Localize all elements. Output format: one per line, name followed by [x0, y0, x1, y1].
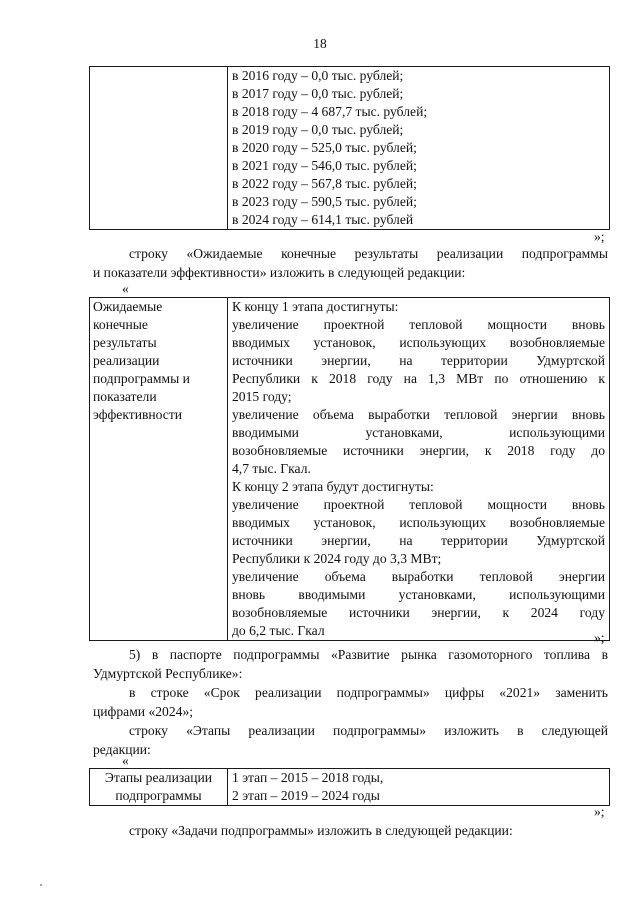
stages-content-cell	[228, 769, 610, 806]
content-line: увеличение проектной тепловой мощности вновь	[232, 497, 605, 512]
scan-speck	[40, 884, 42, 886]
paragraph-line: 5) в паспорте подпрограммы «Развитие рынка газомоторного топлива в	[129, 647, 608, 662]
funding-line: в 2020 году – 525,0 тыс. рублей;	[232, 140, 417, 155]
paragraph-gas-motor-fuel	[93, 646, 608, 683]
paragraph-tasks	[93, 822, 608, 841]
content-line: 1 этап – 2015 – 2018 годы,	[232, 770, 384, 785]
label-line: конечные	[93, 317, 148, 332]
content-line: 4,7 тыс. Гкал.	[232, 461, 311, 476]
funding-table-values	[228, 67, 610, 230]
content-line: увеличение проектной тепловой мощности вновь	[232, 317, 605, 332]
content-line: возобновляемые источники энергии, к 2018 году до	[232, 443, 605, 458]
content-line: возобновляемые источники энергии, к 2024 году	[232, 605, 605, 620]
expected-results-content-cell	[228, 298, 610, 641]
content-line: источники энергии, на территории Удмуртской	[232, 353, 605, 368]
funding-table	[89, 66, 610, 230]
label-line: Ожидаемые	[93, 299, 163, 314]
page-number: 18	[313, 36, 327, 51]
paragraph-line: строку «Задачи подпрограммы» изложить в следующей редакции:	[129, 823, 513, 838]
content-line: вводимыми установками, использующими	[232, 425, 605, 440]
table3-close-quote: »;	[594, 804, 605, 819]
funding-line: в 2024 году – 614,1 тыс. рублей	[232, 212, 414, 227]
funding-line: в 2023 году – 590,5 тыс. рублей;	[232, 194, 417, 209]
paragraph-line: цифрами «2024»;	[93, 703, 194, 719]
label-line: Этапы реализации	[104, 770, 213, 785]
label-line: подпрограммы и	[93, 371, 190, 386]
paragraph-line: Удмуртской Республике»:	[93, 665, 243, 681]
content-line: вводимых установок, использующих возобновляемые	[232, 515, 605, 530]
label-line: подпрограммы	[115, 788, 202, 803]
funding-line: в 2017 году – 0,0 тыс. рублей;	[232, 86, 404, 101]
table2-open-quote: «	[122, 281, 129, 296]
paragraph-line: редакции:	[93, 741, 151, 757]
content-line: Республики к 2024 году до 3,3 МВт;	[232, 551, 442, 566]
stages-table	[89, 768, 610, 806]
paragraph-line: строку «Ожидаемые конечные результаты реализации подпрограммы	[129, 246, 608, 261]
label-line: показатели	[93, 389, 157, 404]
label-line: реализации	[93, 353, 160, 368]
content-line: К концу 2 этапа будут достигнуты:	[232, 479, 434, 494]
paragraph-line: в строке «Срок реализации подпрограммы» цифры «2021» заменить	[129, 685, 608, 700]
content-line: вновь вводимыми установками, использующими	[232, 587, 605, 602]
content-line: 2015 году;	[232, 389, 292, 404]
funding-line: в 2022 году – 567,8 тыс. рублей;	[232, 176, 417, 191]
content-line: вводимых установок, использующих возобновляемые	[232, 335, 605, 350]
paragraph-line: строку «Этапы реализации подпрограммы» изложить в следующей	[129, 723, 608, 738]
content-line: до 6,2 тыс. Гкал	[232, 623, 325, 638]
table3-open-quote: «	[122, 753, 129, 768]
content-line: увеличение объема выработки тепловой энергии вновь	[232, 407, 605, 422]
paragraph-expected-results	[93, 245, 608, 282]
funding-line: в 2019 году – 0,0 тыс. рублей;	[232, 122, 404, 137]
label-line: эффективности	[93, 407, 183, 422]
table1-close-quote: »;	[594, 229, 605, 244]
label-line: результаты	[93, 335, 157, 350]
expected-results-label-cell	[90, 298, 228, 641]
paragraph-term	[93, 684, 608, 721]
content-line: источники энергии, на территории Удмуртской	[232, 533, 605, 548]
content-line: К концу 1 этапа достигнуты:	[232, 299, 399, 314]
paragraph-stages	[93, 722, 608, 759]
stages-label-cell	[90, 769, 228, 806]
content-line: увеличение объема выработки тепловой энергии	[232, 569, 605, 584]
funding-table-left-cell	[90, 67, 228, 230]
content-line: Республики к 2018 году на 1,3 МВт по отношению к	[232, 371, 605, 386]
content-line: 2 этап – 2019 – 2024 годы	[232, 788, 380, 803]
funding-line: в 2021 году – 546,0 тыс. рублей;	[232, 158, 417, 173]
funding-line: в 2018 году – 4 687,7 тыс. рублей;	[232, 104, 428, 119]
table2-close-quote: »;	[594, 630, 605, 645]
paragraph-line: и показатели эффективности» изложить в следующей редакции:	[93, 264, 466, 280]
expected-results-table	[89, 297, 610, 641]
funding-line: в 2016 году – 0,0 тыс. рублей;	[232, 68, 404, 83]
